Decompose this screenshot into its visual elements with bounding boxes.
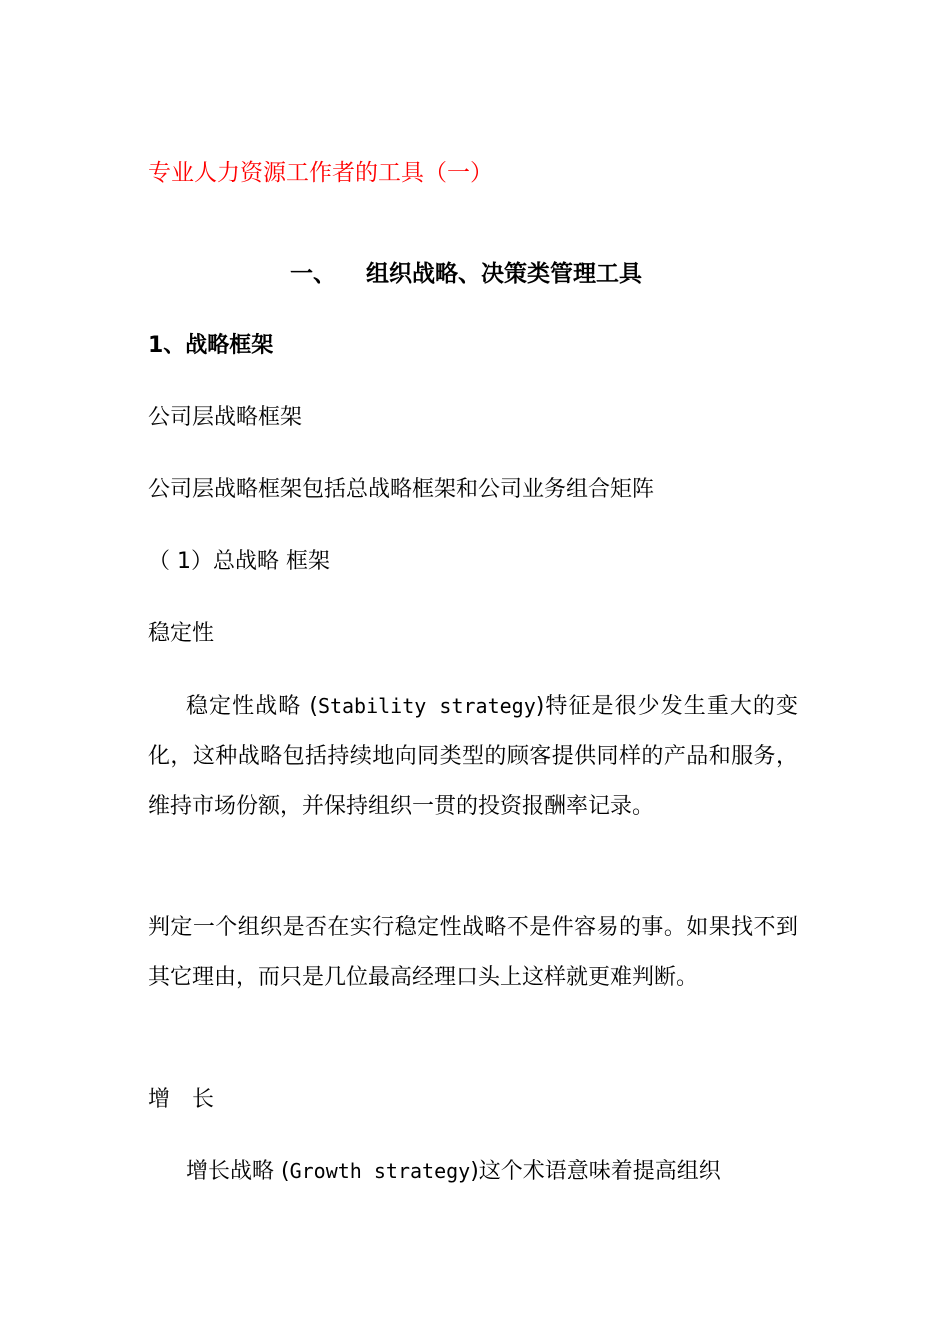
growth-term: Growth strategy [289,1159,471,1183]
stability-term: Stability strategy [317,694,536,718]
judgement-paragraph: 判定一个组织是否在实行稳定性战略不是件容易的事。如果找不到其它理由，而只是几位最高经理口头上这样就更难判断。 [148,915,798,990]
stability-paragraph [148,681,798,832]
stability-para-rest: )特征是很少发生重大的变化，这种战略包括持续地向同类型的顾客提供同样的产品和服务，维持市场份额，并保持组织一贯的投资报酬率记录。 [148,694,798,819]
item-1-heading: （ 1）总战略 框架 [148,549,330,574]
subsection-heading: 1、战略框架 [148,333,274,358]
growth-para-rest: )这个术语意味着提高组织 [470,1159,721,1184]
growth-heading: 增 长 [148,1087,215,1112]
stability-heading: 稳定性 [148,621,215,646]
stability-para-prefix: 稳定性战略 ( [186,694,318,719]
corporate-level-description: 公司层战略框架包括总战略框架和公司业务组合矩阵 [148,477,655,502]
growth-paragraph [148,1146,798,1197]
corporate-level-heading: 公司层战略框架 [148,405,303,430]
document-title: 专业人力资源工作者的工具（一） [148,160,493,186]
section-title: 组织战略、决策类管理工具 [366,261,642,287]
section-heading [290,259,642,289]
section-number: 一、 [290,261,336,287]
growth-para-prefix: 增长战略 ( [186,1159,290,1184]
